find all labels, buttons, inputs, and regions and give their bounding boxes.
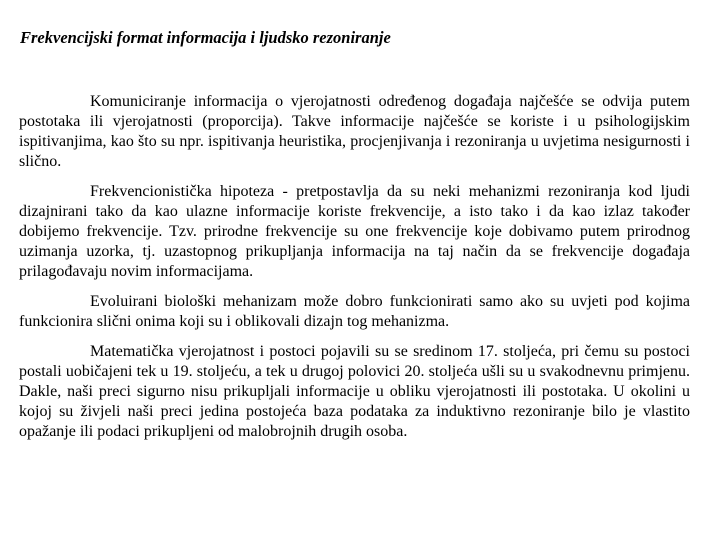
paragraph-probability-communication: Komuniciranje informacija o vjerojatnosti određenog događaja najčešće se odvija putem postotaka ili vjerojatnosti (proporcija). Takve informacije najčešće se koriste i u psihologijskim ispitivanjima, kao što su npr. ispitivanja heuristika, procjenjivanja i rezoniranja u uvjetima nesigurnosti i slično. [19,93,690,170]
document-body [19,92,690,452]
document-title: Frekvencijski format informacija i ljudsko rezoniranje [20,28,391,47]
paragraph-mathematical-probability: Matematička vjerojatnost i postoci pojavili su se sredinom 17. stoljeća, pri čemu su postoci postali uobičajeni tek u 19. stoljeću, a tek u drugoj polovici 20. stoljeća ušli su u svakodnevnu primjenu. Dakle, naši preci sigurno nisu prikupljali informacije u obliku vjerojatnosti ili postotaka. U okolini u kojoj su živjeli naši preci jedina postojeća baza podataka za induktivno rezoniranje bilo je vlastito opažanje ili podaci prikupljeni od malobrojnih drugih osoba. [19,343,690,440]
paragraph-evolved-mechanism: Evoluirani biološki mehanizam može dobro funkcionirati samo ako su uvjeti pod kojima funkcionira slični onima koji su i oblikovali dizajn tog mehanizma. [19,293,690,330]
paragraph-frequentist-hypothesis: Frekvencionistička hipoteza - pretpostavlja da su neki mehanizmi rezoniranja kod ljudi dizajnirani tako da kao ulazne informacije koriste frekvencije, a isto tako i da kao izlaz također dobijemo frekvencije. Tzv. prirodne frekvencije su one frekvencije koje dobivamo putem prirodnog uzimanja uzorka, tj. uzastopnog prikupljanja informacija na taj način da se frekvencije događaja prilagođavaju novim informacijama. [19,183,690,280]
